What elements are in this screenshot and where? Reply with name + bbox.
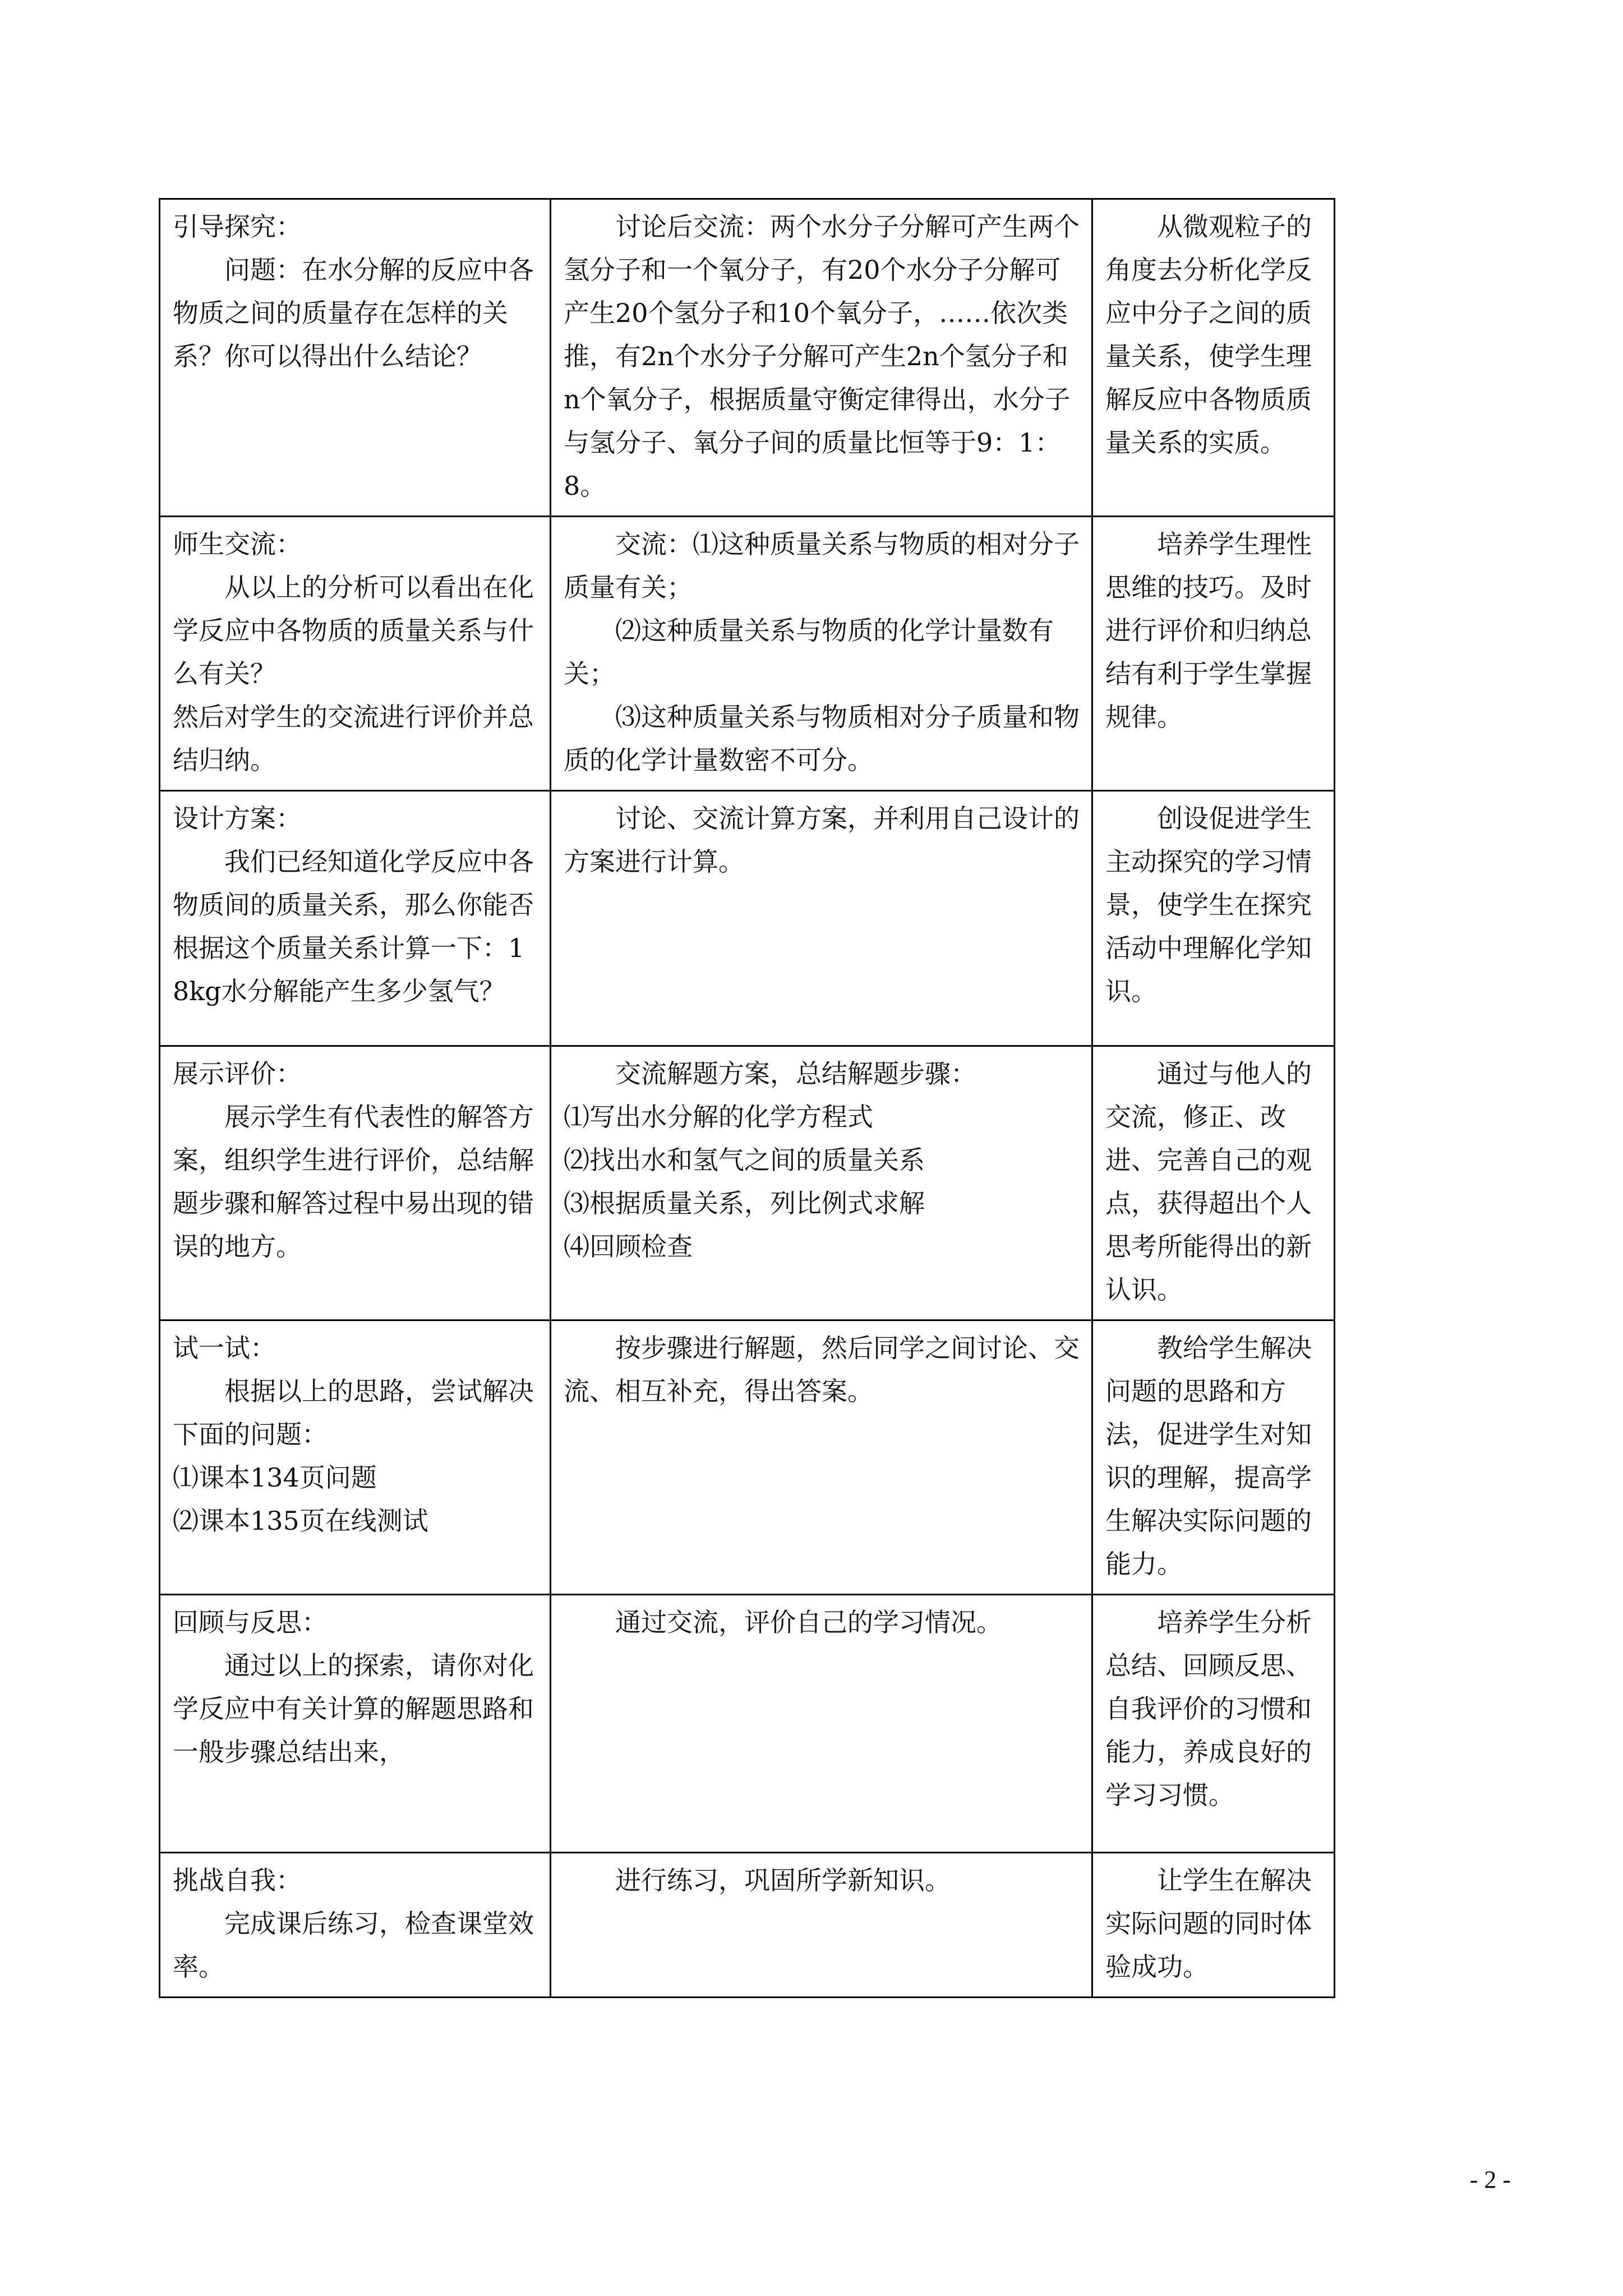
stage-title: 引导探究： <box>173 211 302 242</box>
teacher-activity-cell <box>160 517 551 791</box>
stage-title: 挑战自我： <box>173 1865 302 1895</box>
design-intent-cell <box>1092 1595 1335 1853</box>
teacher-text: 问题：在水分解的反应中各物质之间的质量存在怎样的关系？你可以得出什么结论？ <box>173 255 534 371</box>
student-text: ⑵这种质量关系与物质的化学计量数有关； <box>564 615 1054 689</box>
teacher-text: 完成课后练习，检查课堂效率。 <box>173 1908 534 1982</box>
teacher-text: 从以上的分析可以看出在化学反应中各物质的质量关系与什么有关？ <box>173 572 534 689</box>
table-row <box>160 517 1335 791</box>
table-row <box>160 1853 1335 1998</box>
teacher-text: 根据以上的思路，尝试解决下面的问题： <box>173 1376 534 1450</box>
student-text: ⑶这种质量关系与物质相对分子质量和物质的化学计量数密不可分。 <box>564 702 1080 775</box>
design-intent-cell <box>1092 791 1335 1046</box>
teacher-extra-text: 然后对学生的交流进行评价并总结归纳。 <box>173 702 534 775</box>
student-text: 讨论、交流计算方案，并利用自己设计的方案进行计算。 <box>564 803 1080 877</box>
table-row <box>160 791 1335 1046</box>
student-text: 交流：⑴这种质量关系与物质的相对分子质量有关； <box>564 529 1080 602</box>
stage-title: 展示评价： <box>173 1059 302 1089</box>
exercise-item: ⑵课本135页在线测试 <box>173 1506 428 1536</box>
student-activity-cell <box>551 1046 1092 1320</box>
student-text: 进行练习，巩固所学新知识。 <box>615 1865 951 1895</box>
stage-title: 师生交流： <box>173 529 302 559</box>
design-intent-cell <box>1092 1046 1335 1320</box>
student-text: 按步骤进行解题，然后同学之间讨论、交流、相互补充，得出答案。 <box>564 1333 1080 1406</box>
table-row <box>160 1046 1335 1320</box>
intent-text: 让学生在解决实际问题的同时体验成功。 <box>1105 1865 1312 1982</box>
teacher-text: 我们已经知道化学反应中各物质间的质量关系，那么你能否根据这个质量关系计算一下：18kg水分解能产生多少氢气？ <box>173 846 534 1006</box>
design-intent-cell <box>1092 1320 1335 1595</box>
table-row <box>160 199 1335 517</box>
solution-step: ⑵找出水和氢气之间的质量关系 <box>564 1145 925 1175</box>
page-number: - 2 - <box>1469 2166 1511 2193</box>
lesson-plan-table <box>159 198 1335 1998</box>
student-activity-cell <box>551 791 1092 1046</box>
solution-step: ⑷回顾检查 <box>564 1231 693 1262</box>
student-activity-cell <box>551 1320 1092 1595</box>
teacher-activity-cell <box>160 1853 551 1998</box>
intent-text: 培养学生分析总结、回顾反思、自我评价的习惯和能力，养成良好的学习习惯。 <box>1105 1607 1312 1810</box>
exercise-item: ⑴课本134页问题 <box>173 1462 377 1493</box>
design-intent-cell <box>1092 517 1335 791</box>
stage-title: 设计方案： <box>173 803 302 834</box>
design-intent-cell <box>1092 1853 1335 1998</box>
teacher-activity-cell <box>160 1595 551 1853</box>
intent-text: 通过与他人的交流，修正、改进、完善自己的观点，获得超出个人思考所能得出的新认识。 <box>1105 1059 1312 1305</box>
intent-text: 教给学生解决问题的思路和方法，促进学生对知识的理解，提高学生解决实际问题的能力。 <box>1105 1333 1312 1579</box>
student-activity-cell <box>551 199 1092 517</box>
intent-text: 从微观粒子的角度去分析化学反应中分子之间的质量关系，使学生理解反应中各物质质量关系的实质。 <box>1105 211 1312 458</box>
table-row <box>160 1320 1335 1595</box>
teacher-text: 展示学生有代表性的解答方案，组织学生进行评价，总结解题步骤和解答过程中易出现的错误的地方。 <box>173 1102 534 1262</box>
solution-step: ⑴写出水分解的化学方程式 <box>564 1102 873 1132</box>
table-row <box>160 1595 1335 1853</box>
stage-title: 试一试： <box>173 1333 276 1363</box>
student-text: 通过交流，评价自己的学习情况。 <box>615 1607 1002 1637</box>
teacher-activity-cell <box>160 1320 551 1595</box>
student-activity-cell <box>551 1853 1092 1998</box>
intent-text: 培养学生理性思维的技巧。及时进行评价和归纳总结有利于学生掌握规律。 <box>1105 529 1312 732</box>
solution-step: ⑶根据质量关系，列比例式求解 <box>564 1188 925 1218</box>
intent-text: 创设促进学生主动探究的学习情景，使学生在探究活动中理解化学知识。 <box>1105 803 1312 1006</box>
student-text: 交流解题方案，总结解题步骤： <box>615 1059 976 1089</box>
teacher-text: 通过以上的探索，请你对化学反应中有关计算的解题思路和一般步骤总结出来， <box>173 1650 534 1767</box>
student-text: 讨论后交流：两个水分子分解可产生两个氢分子和一个氧分子，有20个水分子分解可产生20个氢分子和10个氧分子，……依次类推，有2n个水分子分解可产生2n个氢分子和n个氧分子，根据质量守衡定律得出，水分子与氢分子、氧分子间的质量比恒等于9：1：8。 <box>564 211 1080 501</box>
stage-title: 回顾与反思： <box>173 1607 328 1637</box>
teacher-activity-cell <box>160 791 551 1046</box>
student-activity-cell <box>551 517 1092 791</box>
teacher-activity-cell <box>160 1046 551 1320</box>
design-intent-cell <box>1092 199 1335 517</box>
student-activity-cell <box>551 1595 1092 1853</box>
teacher-activity-cell <box>160 199 551 517</box>
